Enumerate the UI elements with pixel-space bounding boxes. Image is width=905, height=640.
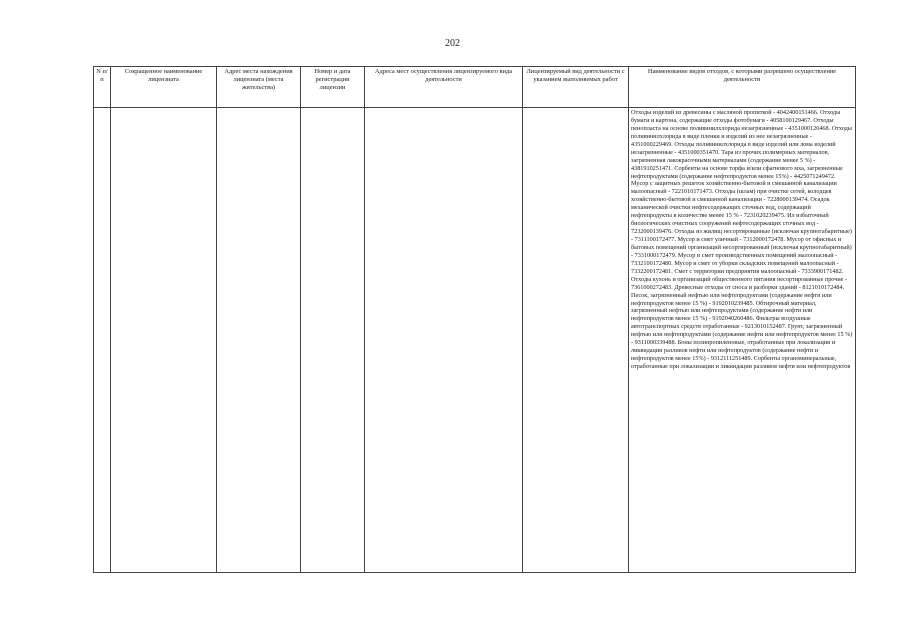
header-number: N п/п <box>94 67 111 108</box>
cell-registration <box>301 108 365 573</box>
header-activity-addresses: Адреса мест осуществления лицензируемого вида деятельности <box>365 67 523 108</box>
header-address: Адрес места нахождения лицензиата (места жительства) <box>217 67 301 108</box>
cell-activity-addresses <box>365 108 523 573</box>
cell-number <box>94 108 111 573</box>
header-licensee: Сокращенное наименование лицензиата <box>111 67 217 108</box>
cell-waste-types: Отходы изделий из древесины с масляной пропиткой - 4042400151466. Отходы бумаги и картона, содержащие отходы фотобумаги - 4058100129467. Отходы пенопласта на основе поливинилхлорида незагрязненные - 4351000120468. Отходы поливинилхлорида в виде пленки и изделий из нее незагрязненные - 4351000229469. Отходы поливинилхлорида в виде изделий или лома изделий незагрязненные - 4351000351470. Тара из прочих полимерных материалов, загрязненная лакокрасочными материалами (содержание менее 5 %) - 4381910251471. Сорбенты на основе торфа и/или сфагнового мха, загрязненные нефтепродуктами (содержание нефтепродуктов менее 15%) - 4425071249472. Мусор с защитных решеток хозяйственно-бытовой и смешанной канализации малоопасный - 7221010171473. Отходы (шлам) при очистке сетей, колодцев хозяйственно-бытовой и смешанной канализации - 7228000139474. Осадок механической очистки нефтесодержащих сточных вод, содержащий нефтепродукты в количестве менее 15 % - 7231020239475. Ил избыточный биологических очистных сооружений нефтесодержащих сточных вод - 7232000139476. Отходы из жилищ несортированные (исключая крупногабаритные) - 7311100172477. Мусор и смет уличный - 7312000172478. Мусор от офисных и бытовых помещений организаций несортированный (исключая крупногабаритный) - 7331000172479. Мусор и смет производственных помещений малоопасный - 7332100172480. Мусор и смет от уборки складских помещений малоопасный - 7332200172481. Смет с территории предприятия малоопасный - 7333900171482. Отходы кухонь и организаций общественного питания несортированные прочие - 7361000272483. Древесные отходы от сноса и разборки зданий - 8121010172484. Песок, загрязненный нефтью или нефтепродуктами (содержание нефти или нефтепродуктов менее 15 %) - 9192010239485. Обтирочный материал, загрязненный нефтью или нефтепродуктами (содержание нефти или нефтепродуктов менее 15 %) - 9192040260486. Фильтры воздушные автотранспортных средств отработанные - 9213010152487. Грунт, загрязненный нефтью или нефтепродуктами (содержание нефти или нефтепродуктов менее 15 %) - 9311000339488. Боны полипропиленовые, отработанные при локализации и ликвидации разливов нефти или нефтепродуктов (содержание нефти и нефтепродуктов менее 15%) - 9312111251489. Сорбенты органоминеральные, отработанные при локализации и ликвидации разливов нефти или нефтепродуктов <box>629 108 856 573</box>
header-registration: Номер и дата регистрации лицензии <box>301 67 365 108</box>
license-table <box>93 66 856 573</box>
cell-address <box>217 108 301 573</box>
cell-licensee <box>111 108 217 573</box>
table-header-row <box>94 67 856 108</box>
cell-activity-type <box>523 108 629 573</box>
header-waste-types: Наименование видов отходов, с которыми разрешено осуществление деятельности <box>629 67 856 108</box>
header-activity-type: Лицензируемый вид деятельности с указанием выполняемых работ <box>523 67 629 108</box>
page-number: 202 <box>445 38 460 49</box>
table-row <box>94 108 856 573</box>
